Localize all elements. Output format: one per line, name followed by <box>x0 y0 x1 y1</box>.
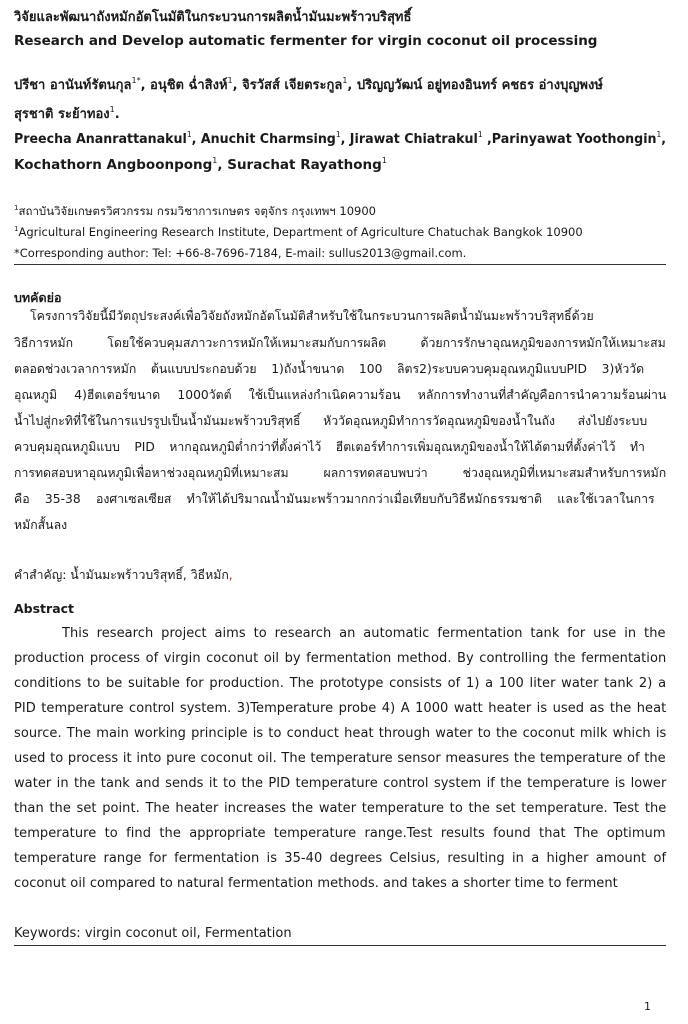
keywords-english: Keywords: virgin coconut oil, Fermentation <box>14 926 292 941</box>
abstract-thai-heading: บทคัดย่อ <box>14 290 62 305</box>
abstract-thai-line: น้ำไปสู่กะทิที่ใช้ในการแปรรูปเป็นน้ำมันมะพร้าวบริสุทธิ์ หัววัดอุณหภูมิทำการวัดอุณหภูมิของน้ำในถัง ส่งไปยังระบบ <box>14 414 648 428</box>
abstract-thai-line: ตลอดช่วงเวลาการหมัก ต้นแบบประกอบด้วย 1)ถังน้ำขนาด 100 ลิตร2)ระบบควบคุมอุณหภูมิแบบPID 3)หัววัด <box>14 362 645 376</box>
abstract-english-line: This research project aims to research an automatic fermentation tank for use in the <box>62 626 666 641</box>
abstract-thai-line: โครงการวิจัยนี้มีวัตถุประสงค์เพื่อวิจัยถังหมักอัตโนมัติสำหรับใช้ในกระบวนการผลิตน้ำมันมะพร้าวบริสุทธิ์ด้วย <box>30 309 594 323</box>
abstract-english-line: conditions to be suitable for production. The prototype consists of 1) a 100 liter water tank 2) a <box>14 676 667 691</box>
title-english: Research and Develop automatic fermenter for virgin coconut oil processing <box>14 33 598 49</box>
abstract-thai-line: ควบคุมอุณหภูมิแบบ PID หากอุณหภูมิต่ำกว่าที่ตั้งค่าไว้ ฮีตเตอร์ทำการเพิ่มอุณหภูมิของน้ำให้ได้ตามที่ตั้งค่าไว้ ทำ <box>14 440 645 454</box>
divider-bottom <box>14 945 666 946</box>
affiliation-english: $^1$Agricultural Engineering Research Institute, Department of Agriculture Chatuchak Bangkok 10900 <box>14 225 583 239</box>
abstract-english-line: used to process it into pure coconut oil. The temperature sensor measures the temperature of the <box>14 751 666 766</box>
corresponding-author: *Corresponding author: Tel: +66-8-7696-7184, E-mail: sullus2013@gmail.com. <box>14 246 467 260</box>
abstract-english-line: water in the tank and sends it to the PID temperature control system if the temperature is lower <box>14 776 667 791</box>
abstract-english-line: temperature range for fermentation is 35-40 degrees Celsius, resulting in a higher amount of <box>14 851 667 866</box>
abstract-english-line: source. The main working principle is to conduct heat through water to the coconut milk which is <box>14 726 667 741</box>
abstract-thai-line: การทดสอบหาอุณหภูมิเพื่อหาช่วงอุณหภูมิที่เหมาะสม ผลการทดสอบพบว่า ช่วงอุณหภูมิที่เหมาะสมสำหรับการหมัก <box>14 466 667 480</box>
authors-thai-line1: ปรีชา อานันท์รัตนกุล$^{1*}$, อนุชิต ฉ่ำสิงห์$^1$, จิรวัสส์ เจียตระกูล$^1$, ปริญญวัฒน์ อยู่ทองอินทร์ คชธร อ่างบุญพงษ์ <box>14 76 603 93</box>
affiliation-thai: $^1$สถาบันวิจัยเกษตรวิศวกรรม กรมวิชาการเกษตร จตุจักร กรุงเทพฯ 10900 <box>14 204 376 218</box>
authors-english-line1: Preecha Ananrattanakul$^1$, Anuchit Charmsing$^1$, Jirawat Chiatrakul$^1$ ,Parinyawat Yoothongin$^1$, <box>14 130 667 147</box>
abstract-thai-line: อุณหภูมิ 4)ฮีตเตอร์ขนาด 1000วัตต์ ใช้เป็นแหล่งกำเนิดความร้อน หลักการทำงานที่สำคัญคือการนำความร้อนผ่าน <box>14 388 667 402</box>
divider-top <box>14 264 666 265</box>
abstract-thai-line: คือ 35-38 องศาเซลเซียส ทำให้ได้ปริมาณน้ำมันมะพร้าวมากกว่าเมื่อเทียบกับวิธีหมักธรรมชาติ และใช้เวลาในการ <box>14 492 655 506</box>
keywords-thai: คำสำคัญ: น้ำมันมะพร้าวบริสุทธิ์, วิธีหมัก, <box>14 568 233 582</box>
paper-page <box>14 0 666 1024</box>
authors-english-line2: Kochathorn Angboonpong$^1$, Surachat Rayathong$^1$ <box>14 156 387 173</box>
abstract-thai-line: วิธีการหมัก โดยใช้ควบคุมสภาวะการหมักให้เหมาะสมกับการผลิต ด้วยการรักษาอุณหภูมิของการหมักให้เหมาะสม <box>14 336 666 350</box>
page-number: 1 <box>644 1000 651 1013</box>
title-thai: วิจัยและพัฒนาถังหมักอัตโนมัติในกระบวนการผลิตน้ำมันมะพร้าวบริสุทธิ์ <box>14 10 412 25</box>
abstract-thai-line: หมักสั้นลง <box>14 518 68 532</box>
abstract-english-line: coconut oil compared to natural fermentation methods. and takes a shorter time to ferment <box>14 876 618 891</box>
abstract-english-heading: Abstract <box>14 601 75 616</box>
abstract-english-line: temperature to find the appropriate temperature range.Test results found that The optimum <box>14 826 666 841</box>
abstract-english-line: production process of virgin coconut oil by fermentation method. By controlling the fermentation <box>14 651 667 666</box>
abstract-english-line: than the set point. The heater increases the water temperature to the set temperature. Test the <box>14 801 667 816</box>
abstract-english-line: PID temperature control system. 3)Temperature probe 4) A 1000 watt heater is used as the heat <box>14 701 667 716</box>
authors-thai-line2: สุรชาติ ระย้าทอง$^1$. <box>14 105 120 122</box>
